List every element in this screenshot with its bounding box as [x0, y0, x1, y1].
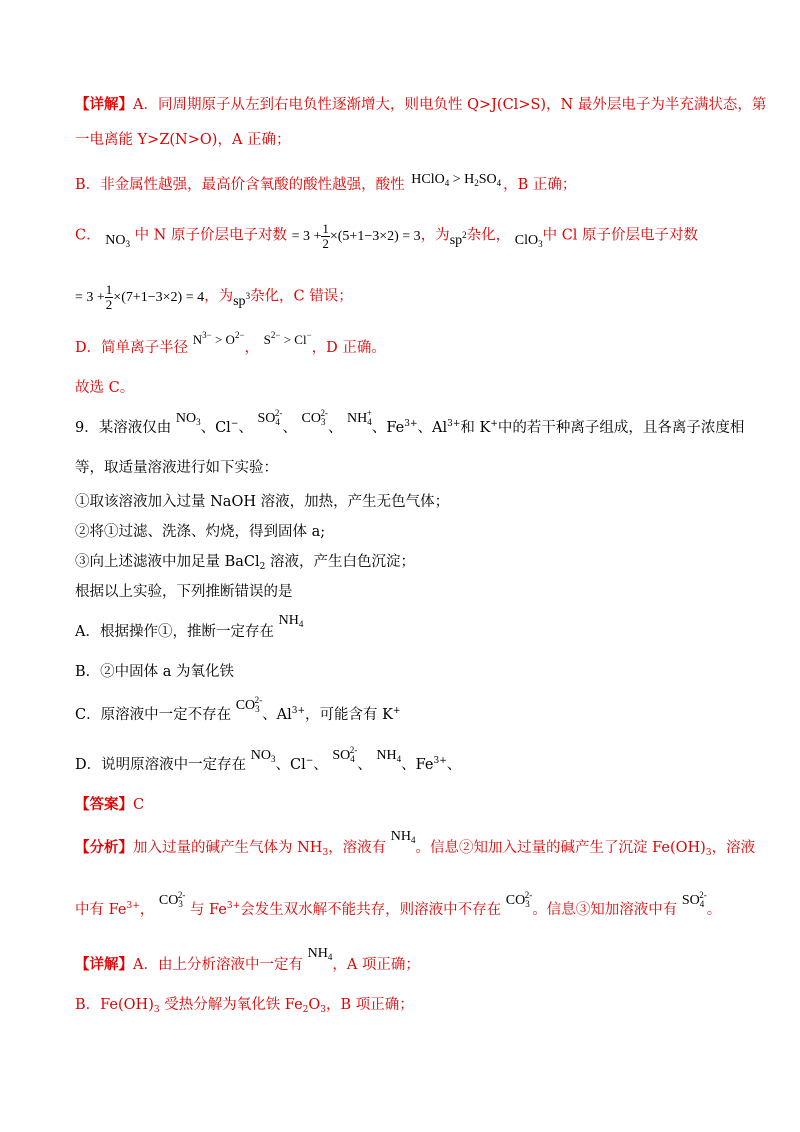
q9-nh4: $NH_4^+$ — [347, 408, 372, 427]
q9-step3 — [75, 552, 735, 572]
analysis-a1c: 。信息②知加入过量的碱产生了沉淀 Fe(OH) — [415, 840, 706, 856]
detail-line-c — [75, 222, 735, 251]
q9-cl-charge: − — [230, 419, 239, 429]
question-9-line2 — [75, 458, 735, 478]
detail2-b-mid: 受热分解为氧化铁 Fe — [159, 997, 303, 1013]
q9-fe-charge: 3+ — [404, 419, 418, 429]
detail-c-prefix: C． — [75, 227, 101, 244]
q9-al-charge: 3+ — [447, 419, 461, 429]
q9-optD-nh4: $NH_4$ — [376, 748, 402, 764]
analysis-a2b: 与 Fe — [189, 902, 227, 918]
analysis-fe-charge1: 3+ — [126, 901, 140, 911]
q9-optC-co3: $CO_3^{2-}$ — [235, 695, 263, 714]
detail-line-d: D．简单离子半径 $N^{3-} > O^{2-}$， $S^{2-} > Cl^-$，D 正确。 — [75, 330, 386, 356]
q9-optD-pre: D．说明原溶液中一定存在 — [75, 757, 247, 773]
detail2-nh4: $NH_4$ — [307, 946, 333, 962]
detail2-line-b — [75, 995, 735, 1015]
detail-c-text4: 中 Cl 原子价层电子对数 — [542, 227, 699, 244]
detail-a-cont-text: 一电离能 Y>Z(N>O)，A 正确； — [75, 132, 291, 148]
q9-step2-text: ②将①过滤、洗涤、灼烧，得到固体 a; — [75, 524, 326, 540]
q9-step1 — [75, 492, 735, 512]
q9-ask-text: 根据以上实验，下列推断错误的是 — [75, 584, 293, 600]
analysis-co3-1: $CO_3^{2-}$ — [158, 890, 186, 909]
q9-prefix: 9．某溶液仅由 — [75, 420, 172, 436]
detail-b-text: B．非金属性越强，最高价含氧酸的酸性越强，酸性 — [75, 177, 405, 193]
feoh3-sub: 3 — [705, 848, 712, 858]
detail2-b-mid2: O — [308, 997, 321, 1013]
clo3-formula: ClO$_3$ — [514, 232, 543, 249]
q9-optD-cl-charge: − — [305, 756, 314, 766]
q9-optC-al-charge: 3+ — [291, 706, 306, 716]
q9-so4: $SO_4^{2-}$ — [257, 408, 283, 427]
q9-suffix: 中的若干种离子组成，且各离子浓度相 — [497, 420, 745, 436]
sp2-label: $sp^2$ — [449, 229, 467, 248]
q9-optC-pre: C．原溶液中一定不存在 — [75, 707, 232, 723]
analysis-a1d: ，溶液 — [711, 840, 756, 856]
answer-text: C — [133, 797, 145, 813]
q9-no3: $NO_3$ — [175, 411, 201, 427]
q9-optB-text: B．②中固体 a 为氧化铁 — [75, 664, 235, 680]
detail-line-b — [75, 170, 735, 195]
detail-line-a-cont — [75, 130, 735, 150]
q9-optD-fe-charge: 3+ — [433, 756, 447, 766]
ion-radius-s-cl: $S^{2-} > Cl^-$ — [263, 330, 312, 347]
q9-k: 和 K — [460, 420, 491, 436]
q9-optD-end: 、 — [446, 757, 462, 773]
detail-a-text: A．同周期原子从左到右电负性逐渐增大，则电负性 Q>J(Cl>S)，N 最外层电子为半充满状态，第 — [133, 97, 767, 113]
detail2-a-post: ，A 项正确； — [332, 957, 420, 973]
detail-b-end: ，B 正确； — [503, 177, 577, 193]
q9-option-b — [75, 662, 735, 682]
fe2o3-sub1: 2 — [302, 1005, 309, 1015]
answer-line — [75, 795, 735, 815]
analysis-a2d: 。信息③知加溶液中有 — [532, 902, 678, 918]
analysis-a2c: 会发生双水解不能共存，则溶液中不存在 — [240, 902, 502, 918]
analysis-a2a: 中有 Fe — [75, 902, 127, 918]
detail-d-text: D．简单离子半径 — [75, 340, 189, 356]
q9-al: 、Al — [417, 420, 448, 436]
no3-formula: $NO_3$ — [105, 232, 130, 249]
analysis-co3-2: $CO_3^{2-}$ — [505, 890, 533, 909]
bacl2-sub: 2 — [259, 562, 266, 572]
expr2: = 3 + $\frac{1}{2}$ ×(7+1−3×2) = 4 — [75, 282, 205, 312]
q9-optD-no3: $NO_3$ — [250, 748, 276, 764]
expr1: = 3 + $\frac{1}{2}$ ×(5+1−3×2) = 3 — [291, 221, 421, 251]
detail-c-text3: 杂化， — [466, 227, 511, 244]
q9-cl: 、Cl — [200, 420, 231, 436]
q9-optA-text: A．根据操作①，推断一定存在 — [75, 624, 274, 640]
detail-c2-text1: ，为 — [204, 288, 234, 305]
choice-conclusion — [75, 378, 735, 398]
q9-optD-cl: 、Cl — [275, 757, 306, 773]
sp3-label: $sp^3$ — [233, 290, 251, 309]
detail-d-end: ，D 正确。 — [311, 340, 386, 356]
q9-cont: 等，取适量溶液进行如下实验： — [75, 460, 278, 476]
detail-line-c-cont — [75, 283, 735, 312]
detail2-b-pre: B．Fe(OH) — [75, 997, 154, 1013]
q9-optC-k-charge: + — [393, 706, 401, 716]
detail-c-text2: ，为 — [420, 227, 450, 244]
detail-tag: 【详解】 — [75, 96, 133, 113]
hclo4-formula: HClO$_4$ > $H_2SO_4$ — [411, 172, 502, 188]
q9-co3: $CO_3^{2-}$ — [301, 408, 328, 427]
detail-line-a — [75, 95, 767, 115]
q9-fe: 、Fe — [371, 420, 405, 436]
detail2-tag: 【详解】 — [75, 956, 133, 973]
q9-option-c — [75, 695, 735, 726]
answer-tag: 【答案】 — [75, 796, 133, 813]
q9-option-d: D．说明原溶液中一定存在 $NO_3$、Cl−、 $SO_4^{2-}$、 $NH_4$、$Fe^{3+}$、 — [75, 745, 462, 773]
detail-c2-text2: 杂化，C 错误； — [250, 288, 353, 305]
q9-optC-al: 、Al — [262, 707, 292, 723]
q9-step2 — [75, 522, 735, 542]
analysis-so4: $SO_4^{2-}$ — [681, 890, 707, 909]
analysis-tag: 【分析】 — [75, 839, 133, 856]
q9-ask — [75, 582, 735, 602]
detail-c-text1: 中 N 原子价层电子对数 — [134, 227, 287, 244]
analysis-line1 — [75, 829, 756, 859]
analysis-a1: 加入过量的碱产生气体为 NH — [133, 840, 323, 856]
analysis-nh4: $NH_4$ — [390, 829, 416, 845]
q9-optD-fe: 、Fe — [401, 757, 434, 773]
fe2o3-sub2: 3 — [320, 1005, 327, 1015]
analysis-a2e: 。 — [706, 902, 722, 918]
detail2-line-a — [75, 946, 735, 976]
nh3-sub: 3 — [322, 848, 329, 858]
ion-radius-n-o: $N^{3-} > O^{2-}$ — [192, 330, 245, 347]
analysis-line2: 中有 $Fe^{3+}$， $CO_3^{2-}$ 与 $Fe^{3+}$会发生双水解不能共存，则溶液中不存在 $CO_3^{2-}$。信息③知加溶液中有 $SO_4^{2-}$。 — [75, 890, 722, 918]
q9-optC-tail: ，可能含有 K — [305, 707, 393, 723]
question-9-line1: 9．某溶液仅由 $NO_3$、Cl−、 $SO_4^{2-}$、 $CO_3^{2-}$、 $NH_4^+$、$Fe^{3+}$、$Al^{3+}$和 K+中的若干种离子组成，且各离子浓度相 — [75, 408, 745, 436]
detail2-b-post: ，B 项正确； — [326, 997, 414, 1013]
analysis-a1b: ，溶液有 — [328, 840, 387, 856]
analysis-fe-charge2: 3+ — [226, 901, 241, 911]
q9-optD-so4: $SO_4^{2-}$ — [332, 745, 358, 764]
q9-k-charge: + — [490, 419, 498, 429]
detail2-feoh3-sub: 3 — [153, 1005, 160, 1015]
q9-option-a — [75, 613, 735, 643]
q9-step3-post: 溶液，产生白色沉淀； — [265, 554, 415, 570]
choice-conclusion-text: 故选 C。 — [75, 380, 135, 396]
detail2-a-pre: A．由上分析溶液中一定有 — [133, 957, 303, 973]
q9-step1-text: ①取该溶液加入过量 NaOH 溶液，加热，产生无色气体； — [75, 494, 450, 510]
q9-optA-nh4: $NH_4$ — [278, 613, 304, 629]
q9-step3-pre: ③向上述滤液中加足量 BaCl — [75, 554, 260, 570]
